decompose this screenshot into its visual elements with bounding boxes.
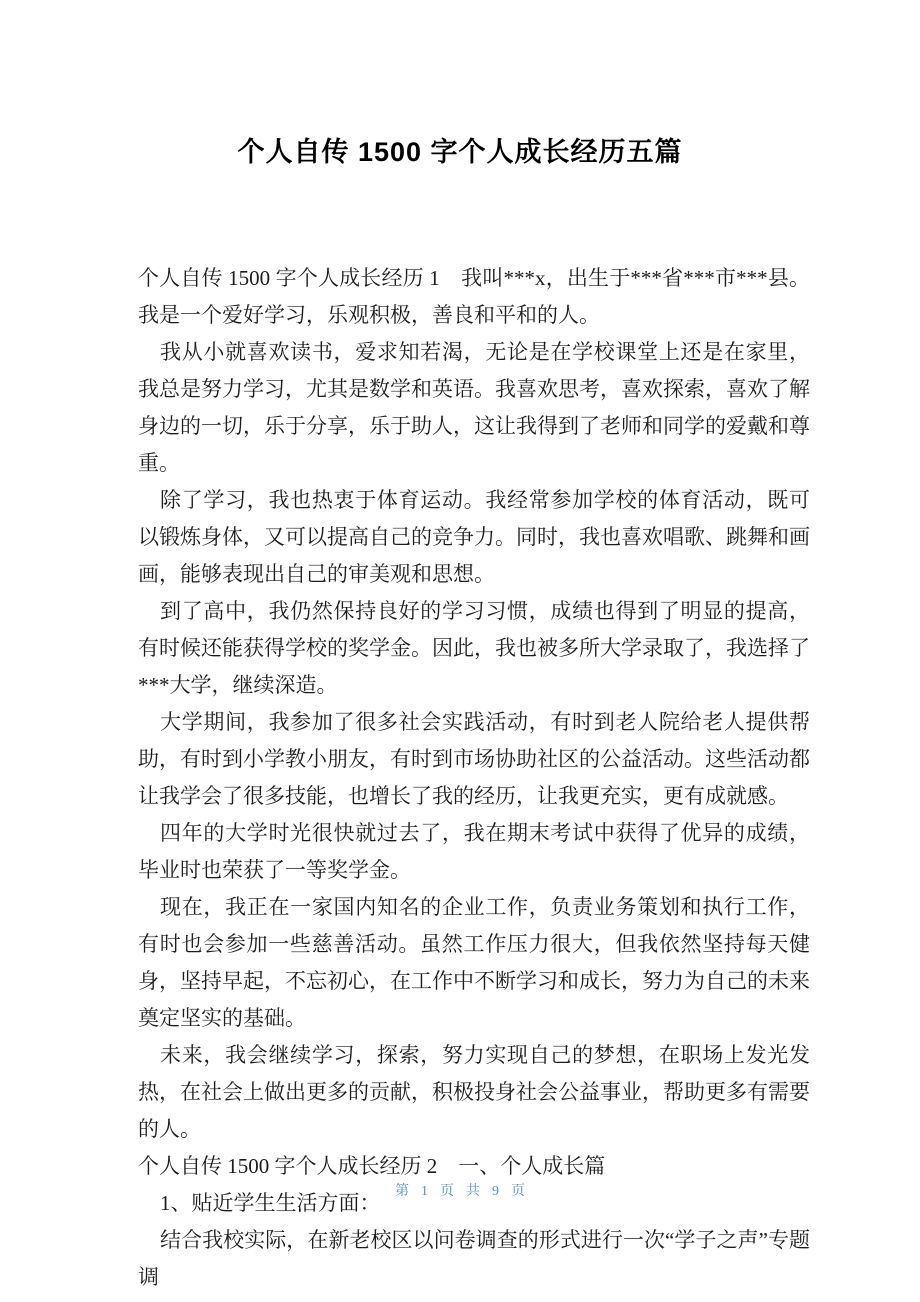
paragraph: 个人自传 1500 字个人成长经历 1 我叫***x，出生于***省***市***县。我是一个爱好学习，乐观积极，善良和平和的人。 [138, 266, 810, 327]
paragraph: 1、贴近学生生活方面： [160, 1191, 381, 1215]
paragraph: 现在，我正在一家国内知名的企业工作，负责业务策划和执行工作，有时也会参加一些慈善活动。虽然工作压力很大，但我依然坚持每天健身，坚持早起，不忘初心，在工作中不断学习和成长，努力为自己的未来奠定坚实的基础。 [138, 895, 810, 1030]
paragraph: 我从小就喜欢读书，爱求知若渴，无论是在学校课堂上还是在家里，我总是努力学习，尤其是数学和英语。我喜欢思考，喜欢探索，喜欢了解身边的一切，乐于分享，乐于助人，这让我得到了老师和同学的爱戴和尊重。 [138, 340, 810, 475]
paragraph: 未来，我会继续学习，探索，努力实现自己的梦想，在职场上发光发热，在社会上做出更多的贡献，积极投身社会公益事业，帮助更多有需要的人。 [138, 1043, 810, 1141]
paragraph: 结合我校实际，在新老校区以问卷调查的形式进行一次“学子之声”专题调 [138, 1228, 810, 1289]
paragraph: 四年的大学时光很快就过去了，我在期末考试中获得了优异的成绩，毕业时也荣获了一等奖学金。 [138, 821, 810, 882]
page-footer [0, 1182, 920, 1202]
paragraph: 个人自传 1500 字个人成长经历 2 一、个人成长篇 [138, 1154, 606, 1178]
paragraph: 到了高中，我仍然保持良好的学习习惯，成绩也得到了明显的提高，有时候还能获得学校的奖学金。因此，我也被多所大学录取了，我选择了***大学，继续深造。 [138, 599, 810, 697]
document-title: 个人自传 1500 字个人成长经历五篇 [237, 137, 683, 167]
document-body [138, 260, 810, 1296]
footer-label-di: 第 [395, 1184, 409, 1199]
footer-total-pages: 9 [492, 1184, 499, 1199]
paragraph: 除了学习，我也热衷于体育运动。我经常参加学校的体育活动，既可以锻炼身体，又可以提高自己的竞争力。同时，我也喜欢唱歌、跳舞和画画，能够表现出自己的审美观和思想。 [138, 488, 810, 586]
footer-page-number: 1 [421, 1184, 428, 1199]
footer-label-ye: 页 [440, 1184, 454, 1199]
footer-label-ye-2: 页 [511, 1184, 525, 1199]
footer-label-gong: 共 [466, 1184, 480, 1199]
paragraph: 大学期间，我参加了很多社会实践活动，有时到老人院给老人提供帮助，有时到小学教小朋友，有时到市场协助社区的公益活动。这些活动都让我学会了很多技能，也增长了我的经历，让我更充实，更有成就感。 [138, 710, 810, 808]
